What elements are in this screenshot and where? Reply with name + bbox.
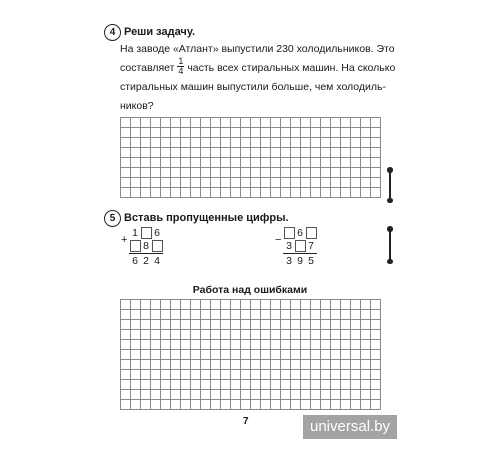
task-title: Вставь пропущенные цифры. [124,212,289,224]
difference-line [283,253,317,254]
result-digit: 6 [132,255,138,267]
digit: 8 [143,240,149,252]
missing-digit-box[interactable] [141,227,152,239]
task-text-fragment: часть всех стиральных машин. На сколько [187,62,396,74]
task-number-badge: 4 [104,24,121,41]
fraction-numerator: 1 [178,55,184,66]
section-title: Работа над ошибками [192,284,308,296]
task-title: Реши задачу. [124,26,196,38]
missing-digit-box[interactable] [295,240,306,252]
digit: 1 [132,227,138,239]
missing-digit-box[interactable] [152,240,163,252]
minus-operator: − [275,234,282,246]
fraction-denominator: 4 [178,65,184,76]
missing-digit-box[interactable] [130,240,141,252]
result-digit: 2 [143,255,149,267]
digit: 6 [154,227,160,239]
digit: 7 [308,240,314,252]
result-digit: 4 [154,255,160,267]
answer-grid-task4[interactable] [120,117,381,198]
missing-digit-box[interactable] [306,227,317,239]
errors-grid[interactable] [120,299,381,410]
task-text-line: стиральных машин выпустили больше, чем холодиль- [120,81,386,93]
plus-operator: + [121,234,128,246]
task-text-line: ников? [120,100,154,112]
digit: 3 [286,240,292,252]
result-digit: 9 [297,255,303,267]
task-text [120,40,398,116]
missing-digit-box[interactable] [284,227,295,239]
result-digit: 5 [308,255,314,267]
score-marker [389,229,391,261]
task-text-line: На заводе «Атлант» выпустили 230 холодильников. Это [120,43,395,55]
digit: 6 [297,227,303,239]
page-number: 7 [243,416,249,427]
task-text-fragment: составляет [120,62,175,74]
result-digit: 3 [286,255,292,267]
task-number-badge: 5 [104,210,121,227]
sum-line [129,253,163,254]
fraction [178,57,183,76]
score-marker [389,170,391,200]
task-text-line [120,55,398,78]
watermark: universal.by [303,415,397,439]
